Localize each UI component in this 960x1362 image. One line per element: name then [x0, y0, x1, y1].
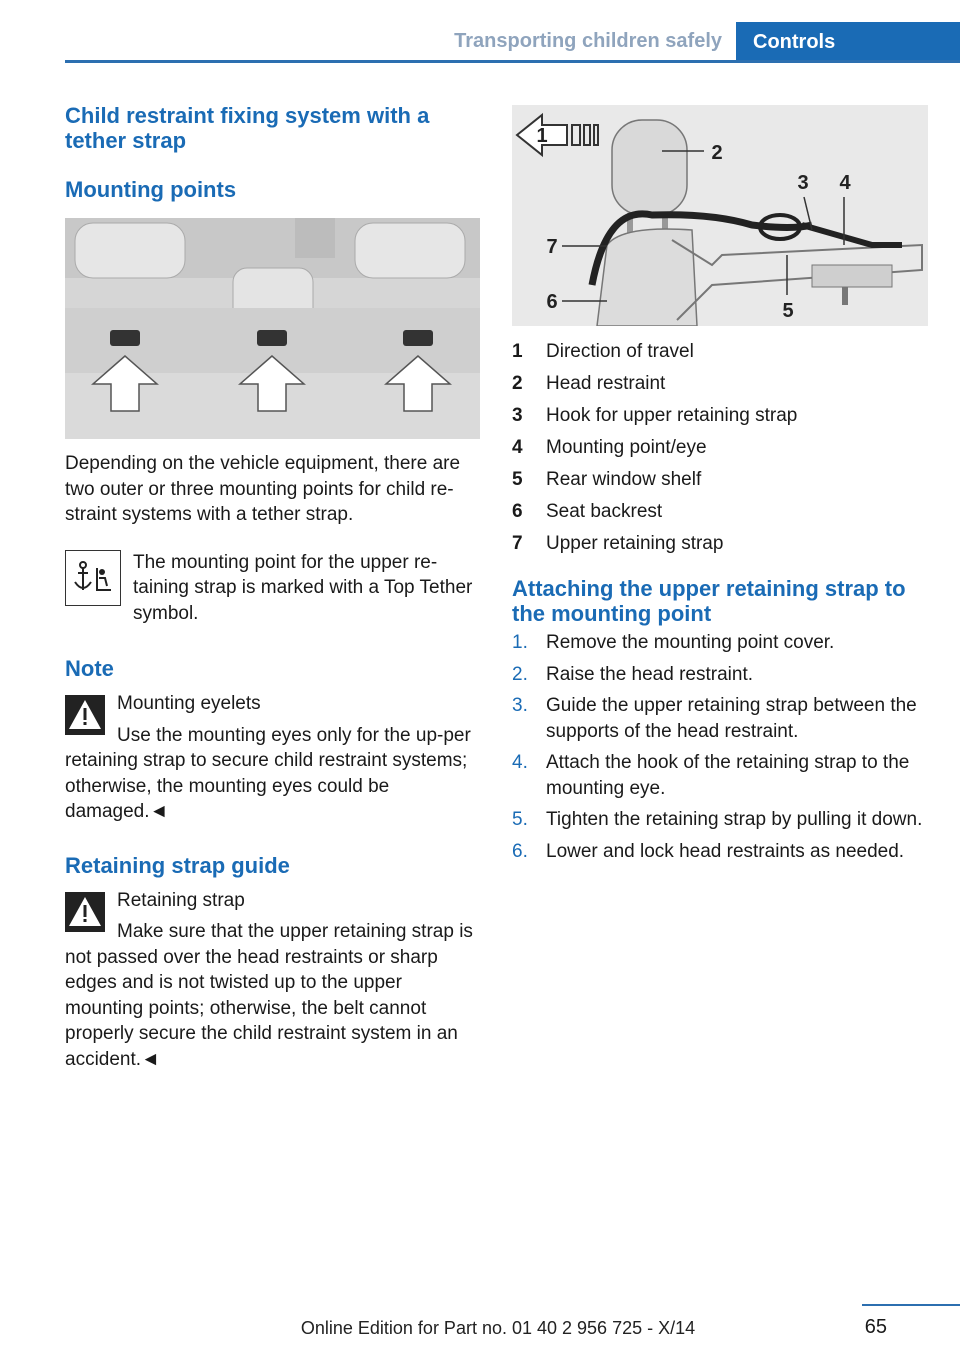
step-item [512, 750, 928, 801]
note-warning [65, 691, 480, 825]
callout-4: 4 [839, 172, 851, 194]
step-number: 5. [512, 809, 528, 830]
note-warning-title: Mounting eyelets [117, 693, 261, 714]
step-number: 4. [512, 752, 528, 773]
legend-number: 4 [512, 437, 523, 458]
legend-label: Seat backrest [546, 501, 663, 522]
step-item [512, 693, 928, 744]
step-text: Lower and lock head restraints as needed. [546, 840, 905, 862]
diagram-legend [512, 336, 928, 560]
guide-warning-title: Retaining strap [117, 889, 245, 911]
left-column [65, 100, 480, 1072]
step-item [512, 807, 928, 833]
edition-footer: Online Edition for Part no. 01 40 2 956 725 - X/14 [300, 1318, 696, 1338]
step-item [512, 630, 928, 656]
step-number: 6. [512, 840, 528, 862]
note-heading: Note [65, 656, 114, 681]
legend-number: 1 [512, 341, 523, 362]
legend-item [512, 432, 928, 464]
top-tether-symbol-row [65, 550, 480, 627]
step-number: 1. [512, 632, 528, 653]
top-tether-icon [65, 550, 121, 606]
step-number: 2. [512, 663, 528, 685]
step-text: Remove the mounting point cover. [546, 632, 835, 653]
right-column [512, 100, 928, 870]
tether-diagram [512, 105, 928, 326]
guide-warning [65, 888, 480, 1073]
legend-item [512, 528, 928, 560]
mounting-points-text: Depending on the vehicle equipment, there are two outer or three mounting points for child re‐straint systems with a tether strap. [65, 453, 461, 525]
top-tether-symbol-text: The mounting point for the upper re‐taining strap is marked with a Top Tether symbol. [133, 551, 473, 624]
callout-3: 3 [797, 172, 809, 194]
legend-item [512, 496, 928, 528]
chapter-tab-label: Controls [753, 31, 836, 53]
chapter-tab [736, 22, 960, 62]
step-text: Raise the head restraint. [546, 663, 754, 685]
callout-5: 5 [782, 300, 794, 322]
callout-1: 1 [536, 125, 548, 147]
note-warning-text: Use the mounting eyes only for the up‐per retaining strap to secure child restraint systems; otherwise, the mounting eyes could be damaged.◄ [65, 724, 471, 822]
mounting-points-heading: Mounting points [65, 177, 237, 202]
legend-number: 6 [512, 501, 523, 522]
step-item [512, 839, 928, 865]
page-number: 65 [864, 1316, 887, 1338]
legend-number: 2 [512, 373, 523, 394]
legend-label: Mounting point/eye [546, 437, 707, 458]
footer-rule [862, 1304, 960, 1306]
step-text: Attach the hook of the retaining strap to the mounting eye. [546, 752, 910, 799]
header-rule [65, 60, 960, 63]
attach-strap-heading: Attaching the upper retaining strap to the mounting point [512, 576, 906, 626]
legend-item [512, 368, 928, 400]
legend-number: 7 [512, 533, 523, 554]
step-text: Guide the upper retaining strap between the supports of the head restraint. [546, 695, 917, 742]
legend-label: Upper retaining strap [546, 533, 724, 554]
legend-label: Direction of travel [546, 341, 694, 362]
legend-label: Hook for upper retaining strap [546, 405, 798, 426]
attach-steps [512, 630, 928, 864]
step-number: 3. [512, 695, 528, 716]
legend-item [512, 400, 928, 432]
retaining-strap-guide-heading: Retaining strap guide [65, 852, 290, 878]
callout-6: 6 [546, 291, 558, 313]
page-title: Child restraint fixing system with a tether strap [65, 103, 430, 153]
legend-label: Head restraint [546, 373, 666, 394]
legend-item [512, 464, 928, 496]
legend-item [512, 336, 928, 368]
step-item [512, 662, 928, 688]
legend-number: 5 [512, 469, 523, 490]
warning-icon [65, 892, 105, 932]
legend-number: 3 [512, 405, 523, 426]
step-text: Tighten the retaining strap by pulling it down. [546, 809, 923, 830]
callout-2: 2 [711, 142, 723, 164]
mounting-points-photo [65, 218, 480, 439]
legend-label: Rear window shelf [546, 469, 702, 490]
running-section-title: Transporting children safely [454, 30, 722, 52]
callout-7: 7 [546, 236, 558, 258]
guide-warning-text: Make sure that the upper retaining strap is not passed over the head restraints or sharp edges and is not twisted up to the upper mounting points; otherwise, the belt cannot properly secure the child restraint system in an accident.◄ [65, 921, 473, 1070]
warning-icon [65, 695, 105, 735]
